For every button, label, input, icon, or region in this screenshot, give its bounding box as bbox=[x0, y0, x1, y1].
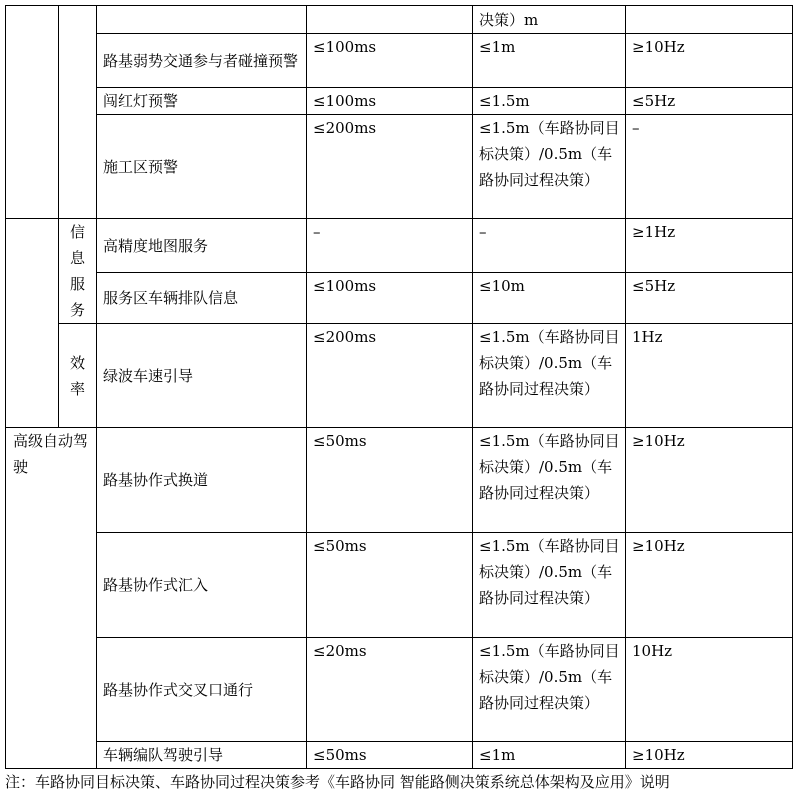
frequency-cell: ≥10Hz bbox=[626, 533, 793, 638]
table-row bbox=[6, 219, 793, 273]
application-cell: 闯红灯预警 bbox=[97, 88, 307, 115]
application-cell: 路基协作式交叉口通行 bbox=[97, 638, 307, 742]
latency-cell: ≤50ms bbox=[307, 428, 473, 533]
category-cell bbox=[6, 6, 59, 219]
table-row bbox=[6, 34, 793, 88]
latency-cell: ≤100ms bbox=[307, 273, 473, 324]
latency-cell: ≤100ms bbox=[307, 34, 473, 88]
precision-cell: ≤1.5m bbox=[473, 88, 626, 115]
frequency-cell: 1Hz bbox=[626, 324, 793, 428]
application-cell: 路基协作式换道 bbox=[97, 428, 307, 533]
precision-cell: – bbox=[473, 219, 626, 273]
subcategory-label: 效率 bbox=[70, 353, 86, 398]
table-row bbox=[6, 428, 793, 533]
frequency-cell: ≤5Hz bbox=[626, 88, 793, 115]
latency-cell: ≤50ms bbox=[307, 533, 473, 638]
table-row bbox=[6, 115, 793, 219]
frequency-cell: ≤5Hz bbox=[626, 273, 793, 324]
precision-cell: ≤1.5m（车路协同目标决策）/0.5m（车路协同过程决策） bbox=[473, 428, 626, 533]
application-cell: 高精度地图服务 bbox=[97, 219, 307, 273]
table-footnote: 注：车路协同目标决策、车路协同过程决策参考《车路协同 智能路侧决策系统总体架构及应用》说明 bbox=[5, 773, 670, 791]
frequency-cell bbox=[626, 6, 793, 34]
precision-cell: ≤1.5m（车路协同目标决策）/0.5m（车路协同过程决策） bbox=[473, 533, 626, 638]
frequency-cell: ≥10Hz bbox=[626, 742, 793, 769]
precision-cell: ≤1.5m（车路协同目标决策）/0.5m（车路协同过程决策） bbox=[473, 324, 626, 428]
latency-cell: ≤20ms bbox=[307, 638, 473, 742]
table-row bbox=[6, 533, 793, 638]
latency-cell: ≤100ms bbox=[307, 88, 473, 115]
precision-cell: 决策）m bbox=[473, 6, 626, 34]
subcategory-cell bbox=[59, 219, 97, 324]
table-row bbox=[6, 638, 793, 742]
requirements-table bbox=[5, 5, 793, 769]
frequency-cell: – bbox=[626, 115, 793, 219]
precision-cell: ≤1m bbox=[473, 742, 626, 769]
subcategory-cell bbox=[59, 6, 97, 219]
table-row bbox=[6, 742, 793, 769]
precision-cell: ≤1.5m（车路协同目标决策）/0.5m（车路协同过程决策） bbox=[473, 638, 626, 742]
application-cell: 绿波车速引导 bbox=[97, 324, 307, 428]
application-cell: 路基协作式汇入 bbox=[97, 533, 307, 638]
latency-cell: ≤200ms bbox=[307, 324, 473, 428]
application-cell bbox=[97, 6, 307, 34]
precision-cell: ≤1m bbox=[473, 34, 626, 88]
subcategory-label: 信息服务 bbox=[70, 223, 86, 319]
frequency-cell: ≥10Hz bbox=[626, 428, 793, 533]
category-cell bbox=[6, 219, 59, 428]
precision-cell: ≤10m bbox=[473, 273, 626, 324]
category-cell bbox=[6, 428, 97, 769]
table-row bbox=[6, 88, 793, 115]
category-label: 高级自动驾驶 bbox=[13, 432, 89, 476]
application-cell: 服务区车辆排队信息 bbox=[97, 273, 307, 324]
subcategory-cell bbox=[59, 324, 97, 428]
frequency-cell: ≥1Hz bbox=[626, 219, 793, 273]
latency-cell: ≤50ms bbox=[307, 742, 473, 769]
latency-cell bbox=[307, 6, 473, 34]
application-cell: 路基弱势交通参与者碰撞预警 bbox=[97, 34, 307, 88]
latency-cell: – bbox=[307, 219, 473, 273]
table-row bbox=[6, 324, 793, 428]
latency-cell: ≤200ms bbox=[307, 115, 473, 219]
table-row bbox=[6, 273, 793, 324]
frequency-cell: 10Hz bbox=[626, 638, 793, 742]
application-cell: 施工区预警 bbox=[97, 115, 307, 219]
application-cell: 车辆编队驾驶引导 bbox=[97, 742, 307, 769]
table-row bbox=[6, 6, 793, 34]
precision-cell: ≤1.5m（车路协同目标决策）/0.5m（车路协同过程决策） bbox=[473, 115, 626, 219]
frequency-cell: ≥10Hz bbox=[626, 34, 793, 88]
